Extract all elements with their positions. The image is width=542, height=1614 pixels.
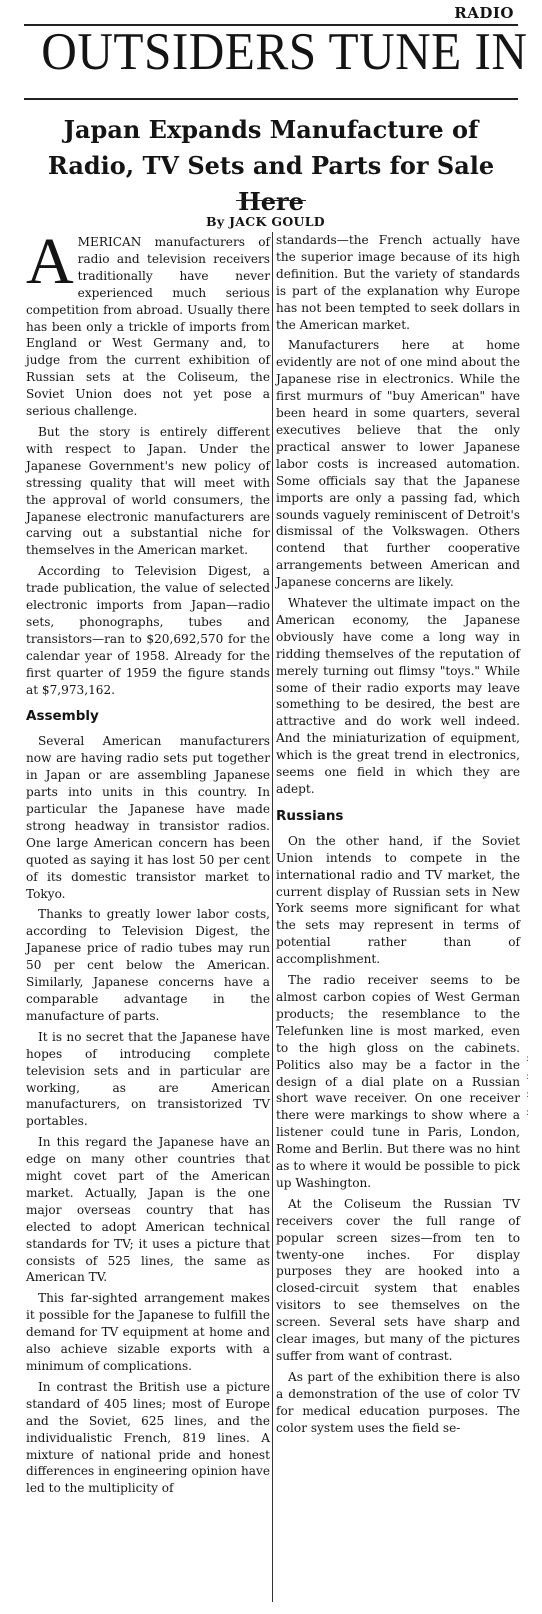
section-label: RADIO xyxy=(454,4,514,22)
headline: OUTSIDERS TUNE IN xyxy=(41,23,528,81)
subheading-russians: Russians xyxy=(276,807,344,824)
article-paragraph: This far-sighted arrangement makes it possible for the Japanese to fulfill the demand for TV equipment at home and also achieve sizable exports with a minimum of complications. xyxy=(26,1291,270,1373)
subhead: Japan Expands Manufacture of Radio, TV Sets and Parts for Sale Here xyxy=(47,115,495,216)
headline-rule xyxy=(24,98,518,100)
article-paragraph: As part of the exhibition there is also a demonstration of the use of color TV for medical education purposes. The color system uses the field se- xyxy=(276,1369,520,1435)
subheading-assembly: Assembly xyxy=(26,708,99,725)
article-paragraph: Manufacturers here at home evidently are not of one mind about the Japanese rise in electronics. While the first murmurs of "buy American" have been heard in some quarters, several executives believe that the only practical answer to lower Japanese labor costs is increased automation. Some officials say that the Japanese imports are only a passing fad, which sounds vaguely reminiscent of Detroit's dismissal of the Volkswagen. Others contend that further cooperative arrangements between American and Japanese concerns are likely. xyxy=(276,338,520,590)
byline-rule xyxy=(236,200,306,201)
drop-cap: A xyxy=(26,225,74,298)
column-divider xyxy=(272,232,273,1602)
byline: By JACK GOULD xyxy=(206,214,325,229)
article-paragraph: On the other hand, if the Soviet Union intends to compete in the international radio and TV market, the current display of Russian sets in New York seems more significant for what the sets may represent in terms of potential rather than of accomplishment. xyxy=(276,833,520,967)
article-paragraph: standards—the French actually have the superior image because of its high definition. But the variety of standards is part of the explanation why Europe has not been tempted to seek dollars in the American market. xyxy=(276,233,520,332)
article-paragraph: It is no secret that the Japanese have hopes of introducing complete television sets and in particular are working, as are American manufacturers, on transistorized TV portables. xyxy=(26,1029,270,1129)
article-paragraph: Whatever the ultimate impact on the American economy, the Japanese obviously have come a long way in ridding themselves of the reputation of merely turning out flimsy "toys." While some of their radio exports may leave something to be desired, the best are attractive and do work well indeed. And the miniaturization of equipment, which is the great trend in electronics, seems one field in which they are adept. xyxy=(276,596,520,796)
article-paragraph: Several American manufacturers now are having radio sets put together in Japan or are assembling Japanese parts into units in this country. In particular the Japanese have made strong headway in transistor radios. One large American concern has been quoted as saying it has lost 50 per cent of its domestic transistor market to Tokyo. xyxy=(26,734,270,901)
article-paragraph: But the story is entirely different with respect to Japan. Under the Japanese Government's new policy of stressing quality that will meet with the approval of world consumers, the Japanese electronic manufacturers are carving out a substantial niche for themselves in the American market. xyxy=(26,424,270,558)
article-paragraph: AMERICAN manufacturers of radio and television receivers traditionally have never experienced much serious competition from abroad. Usually there has been only a trickle of imports from England or West Germany and, to judge from the current exhibition of Russian sets at the Coliseum, the Soviet Union does not yet pose a serious challenge. xyxy=(26,225,270,419)
article-paragraph: At the Coliseum the Russian TV receivers cover the full range of popular screen sizes—from ten to twenty-one inches. For display purposes they are hooked into a closed-circuit system that enables visitors to see themselves on the screen. Several sets have sharp and clear images, but many of the pictures suffer from want of contrast. xyxy=(276,1196,520,1363)
article-paragraph: In contrast the British use a picture standard of 405 lines; most of Europe and the Soviet, 625 lines, and the individualistic French, 819 lines. A mixture of national pride and honest differences in engineering opinion have led to the multiplicity of xyxy=(26,1379,270,1496)
article-column-right xyxy=(276,232,520,1441)
article-column-left xyxy=(26,225,270,1501)
article-paragraph: In this regard the Japanese have an edge on many other countries that might covet part of the American market. Actually, Japan is the one major overseas country that has elected to adopt American technical standards for TV; it uses a picture that consists of 525 lines, the same as American TV. xyxy=(26,1135,270,1285)
article-paragraph: The radio receiver seems to be almost carbon copies of West German products; the resemblance to the Telefunken line is most marked, even to the high gloss on the cabinets. Politics also may be a factor in the design of a dial plate on a Russian short wave receiver. On one receiver there were markings to show where a listener could tune in Paris, London, Rome and Berlin. But there was no hint as to where it would be possible to pick up Washington. xyxy=(276,973,520,1190)
article-paragraph: According to Television Digest, a trade publication, the value of selected electronic imports from Japan—radio sets, phonographs, tubes and transistors—ran to $20,692,570 for the calendar year of 1958. Already for the first quarter of 1959 the figure stands at $7,973,162. xyxy=(26,564,270,697)
scan-edge-marks: : : : : xyxy=(526,1054,530,1118)
article-paragraph: Thanks to greatly lower labor costs, according to Television Digest, the Japanese price of radio tubes may run 50 per cent below the American. Similarly, Japanese concerns have a comparable advantage in the manufacture of parts. xyxy=(26,907,270,1023)
